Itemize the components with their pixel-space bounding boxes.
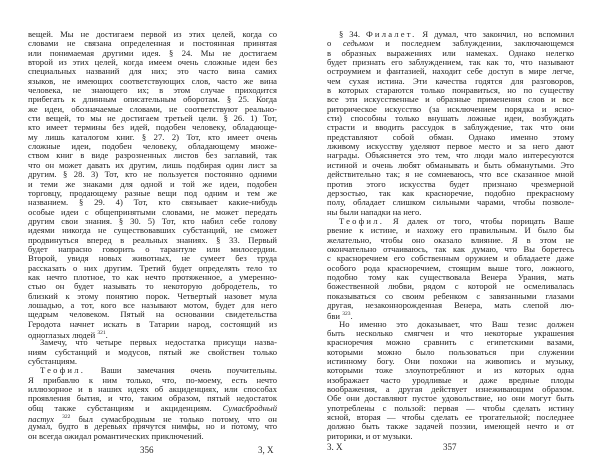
text-run: бви: [327, 311, 343, 322]
text-run: он всегда ожидал романтических приключений.: [28, 430, 204, 441]
text-run: сти) способны только внушать ложные идеи, возбуждать: [327, 113, 574, 124]
text-run: был сумасбродным не только потому, что он: [70, 414, 278, 425]
text-run: риторическое искусство (за исключением порядка и ясно-: [327, 103, 574, 114]
italic-text: пастух: [28, 414, 54, 425]
footnote-ref: 322: [62, 414, 71, 421]
text-run: идеями никогда не существовавших субстанций, не сможет: [28, 225, 277, 236]
text-run: что он может давать их другим, лишь подбирая один лист за: [28, 159, 277, 170]
text-run: .: [350, 311, 353, 322]
text-run: Ваши замечания очень поучительны.: [85, 365, 277, 376]
text-run: Геродота начнет искать в Татарии народ, состоящий из: [28, 318, 277, 329]
text-run: чем сухая истина. Эти качества годятся для разговоров,: [327, 75, 574, 86]
text-run: Но именно это доказывает, что Ваш тезис должен: [339, 318, 574, 329]
text-run: дерзостью, так как красноречие, подобно прекрасному: [327, 187, 574, 198]
text-line: [327, 432, 574, 441]
text-run: другим свои знания. § 30. 5) Тот, кто набил себе голову: [28, 215, 277, 226]
speaker-name: Теофил.: [339, 215, 385, 226]
text-run: второй из этих целей, когда имеем очень сложные идеи без: [28, 57, 277, 68]
text-run: Замечу, что четыре первых недостатка присущи назва-: [40, 337, 277, 348]
text-run: словами не связана определенная и постоянная принятая: [28, 38, 277, 49]
text-run: .: [105, 330, 108, 340]
text-run: будет напрасно говорить о тарантуле или милосердии.: [28, 243, 277, 254]
text-run: представляют собой обман. Однако именно этому: [327, 131, 574, 142]
text-run: ны были нападки на него.: [327, 206, 422, 217]
speaker-name: Теофил.: [40, 365, 86, 376]
text-run: полу, обладает слишком сильными чарами, чтобы позволе-: [327, 197, 574, 208]
text-run: и последнем заблуждении, заключающемся: [373, 38, 574, 49]
text-run: истинному богу. Они похожи на живопись и музыку,: [327, 356, 574, 367]
text-run: которыми можно было пользоваться при служении: [327, 346, 574, 357]
text-run: и теми же знаками для одной и той же идеи, подобен: [28, 178, 277, 189]
footnote-ref: 321: [97, 330, 106, 336]
text-run: награды. Объясняется это тем, что люди мало интересуются: [327, 150, 574, 161]
text-run: остроумием и фантазией, находит себе доступ в мире легче,: [327, 66, 574, 77]
text-run: особые идеи с общепринятыми словами, не может передать: [28, 206, 277, 217]
text-run: торговцу, продающему разные вещи под одним и тем же: [28, 187, 277, 198]
text-run: сложные идеи, подобен человеку, обладающему множе-: [28, 141, 277, 152]
left-running-head: 3, X: [258, 445, 274, 455]
text-run: Я прибавлю к ним только, что, по-моему, есть нечто: [28, 374, 277, 385]
text-run: как нечто плотное, то как нечто протяженное, а умеренно-: [28, 271, 277, 282]
text-run: иллюзорное и в наших идеях об акциденциях, или способах: [28, 384, 277, 395]
text-run: кто имеет термины без идей, подобен человеку, обладающе-: [28, 122, 277, 133]
text-run: сти вещей, то мы не достигаем третьей цели. § 26. 1) Тот,: [28, 113, 277, 124]
text-run: специальных названий для них; это часто вина самих: [28, 66, 277, 77]
text-run: лживому искусству уделяют первое место и за него дают: [327, 141, 574, 152]
text-run: божественной любви, рядом с которой не осмеливалась: [327, 281, 574, 292]
text-run: все эти искусственные и образные применения слов и все: [327, 94, 574, 105]
right-running-head: 3. X: [327, 442, 343, 452]
text-run: воображения, а другая действует изнеживающим образом.: [327, 384, 574, 395]
text-run: в образных выражениях или намеках. Однако нелегко: [327, 47, 574, 58]
text-run: щедрым человеком. Пятый на основании свидетельства: [28, 309, 277, 320]
text-run: вещей. Мы не достигаем первой из этих целей, когда со: [28, 29, 277, 39]
text-run: человека, не знающего их; в этом случае приходится: [28, 85, 277, 96]
text-run: названием. § 29. 4) Тот, кто связывает какие-нибудь: [28, 197, 277, 208]
text-run: другим. § 28. 3) Тот, кто не пользуется постоянно одними: [28, 169, 277, 180]
text-run: прибегать к длинным описательным оборотам. § 25. Когда: [28, 94, 277, 105]
text-run: ниям субстанций и модусов, пятый же свойствен только: [28, 346, 277, 357]
text-line: [327, 301, 574, 310]
text-line: [28, 432, 277, 441]
left-page-text: [28, 30, 277, 441]
text-run: против этого искусства будет признано чрезмерной: [327, 178, 574, 189]
text-run: рассказать о них другим. Третий будет определять тело то: [28, 262, 277, 273]
text-run: с красноречием его собственным оружием и обладаете даже: [327, 253, 574, 264]
text-run: му лишь каталогом книг. § 27. 2) Тот, кто имеет очень: [28, 131, 277, 142]
text-run: ясной, вторая — чтобы сделать ее трогательной; последнее: [327, 412, 574, 423]
text-run: другая, незаконнорожденная Венера, мать слепой лю-: [327, 299, 574, 310]
text-run: думал, будто в деревьях прячутся нимфы, но и потому, что: [28, 421, 277, 432]
footnote-ref: 323: [342, 311, 351, 318]
text-run: страсти и вводить рассудок в заблуждение, так что они: [327, 122, 574, 133]
text-run: быть несколько смягчен и что некоторые украшения: [327, 328, 574, 338]
text-run: субстанциям.: [28, 356, 78, 367]
text-run: стью он будет называть то некоторую добродетель, то: [28, 281, 277, 292]
text-run: § 34.: [339, 29, 366, 39]
text-run: желательно, чтобы оно оказало влияние. Я в этом не: [327, 234, 574, 245]
text-run: языков, не имеющих соответствующих слов, часто же вина: [28, 75, 277, 86]
text-run: общ также субстанциям и акциденциям.: [28, 402, 223, 413]
text-run: окончательно отчаиваюсь, так как думаю, что Вы боретесь: [327, 243, 574, 254]
text-run: показываться со своим ребенком с завязанными глазами: [327, 290, 574, 301]
text-run: красноречия можно сравнить с египетскими вазами,: [327, 337, 574, 348]
text-run: Второй, увидя новых животных, не сумеет без труда: [28, 253, 277, 264]
text-run: продвинуться вперед в реальных знаниях. § 33. Первый: [28, 234, 277, 245]
text-run: будет признать его заблуждением, так как то, что называют: [327, 57, 574, 68]
text-line: [28, 320, 277, 329]
text-run: подобно тому как существовала Венера Урания, мать: [327, 271, 574, 282]
speaker-name: Филалет.: [365, 29, 417, 39]
text-run: проявления бытия, и что, таким образом, пятый недостаток: [28, 393, 277, 404]
text-run: Я думал, что закончил, но вспомнил: [416, 29, 574, 39]
right-page-text: [327, 30, 574, 441]
text-run: изображает часто уродливые и даже вредные плоды: [327, 374, 574, 385]
text-run: ством книг в виде разрозненных листов без заглавий, так: [28, 150, 277, 161]
text-run: или понимаемая другими идея. § 24. Мы не достигаем: [28, 47, 277, 58]
text-run: одноглазых людей: [28, 330, 98, 340]
text-run: употреблены с пользой: первая — чтобы сделать истину: [327, 402, 574, 413]
text-run: рвение к истине, и нахожу его правильным. И было бы: [327, 225, 574, 236]
text-run: которыми тоже злоупотребляют и из которых одна: [327, 365, 574, 376]
text-run: Я далек от того, чтобы порицать Ваше: [384, 215, 574, 226]
text-run: Обе они доставляют пустое удовольствие, но они могут быть: [327, 393, 574, 404]
italic-text: седьмом: [343, 38, 374, 49]
text-run: в которых стараются только понравиться, но по существу: [327, 85, 574, 96]
text-run: о: [327, 38, 344, 49]
text-run: лошадью, а тот, кого все называют мотом, будет для него: [28, 299, 277, 310]
text-run: истиной и очень любят обманывать и быть обманутыми. Это: [327, 159, 574, 170]
right-page-number: 357: [443, 442, 457, 452]
text-run: должно быть также задачей поэзии, имеющей нечто и от: [327, 421, 574, 432]
text-run: же идеи, обозначаемые словами, не соответствуют реально-: [28, 103, 277, 114]
text-run: действительно так; я не сомневаюсь, что все сказанное мной: [327, 169, 574, 180]
text-run: близкий к этому понятию порок. Четвертый назовет мула: [28, 290, 277, 301]
text-line: [28, 404, 277, 413]
text-run: риторики, и от музыки.: [327, 430, 413, 441]
italic-text: Сумасбродный: [222, 402, 277, 413]
left-page-number: 356: [140, 445, 154, 455]
text-run: особого рода красноречием, стоящим выше того, ложного,: [327, 262, 574, 273]
